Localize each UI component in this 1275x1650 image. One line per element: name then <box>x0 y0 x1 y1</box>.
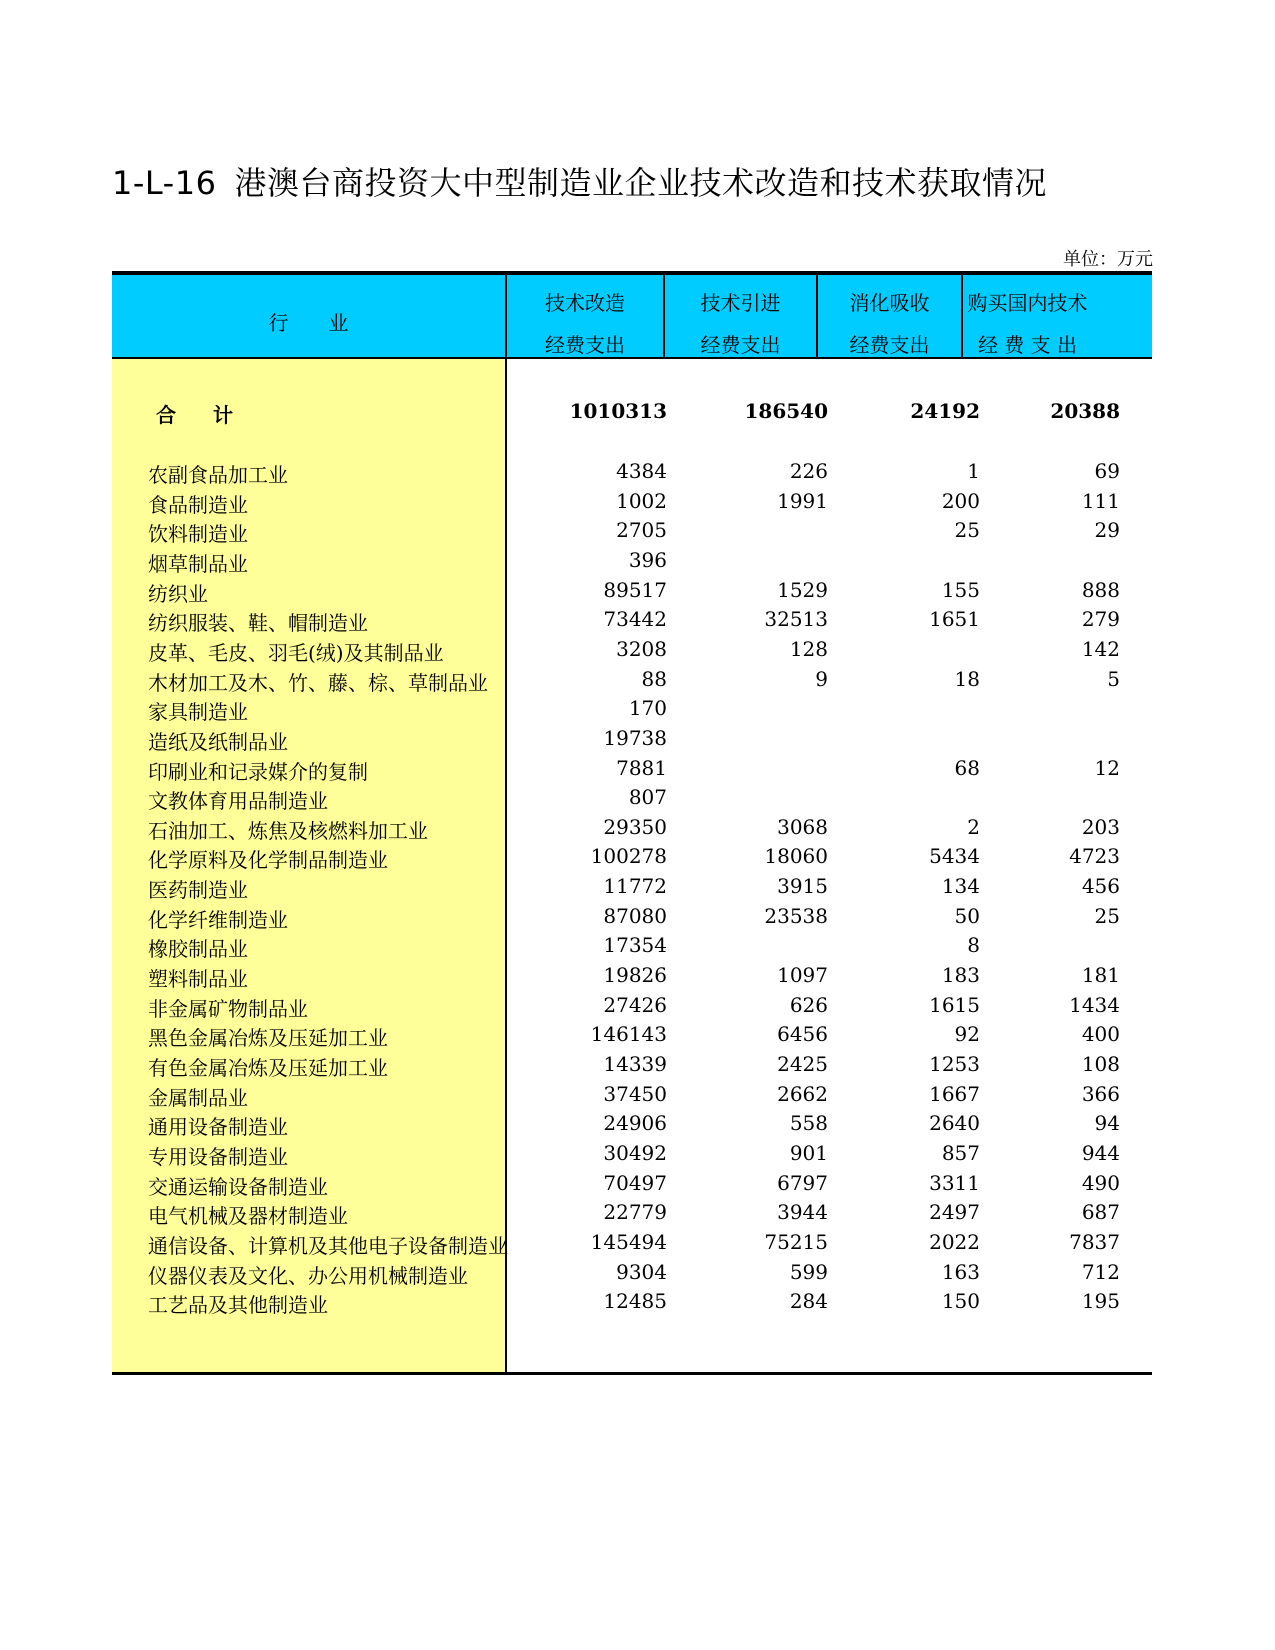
value-cell: 226 <box>789 459 828 483</box>
header-col-assimilation: 消化吸收 经费支出 <box>816 275 961 357</box>
value-cell: 89517 <box>603 578 667 602</box>
header-col-tech-import: 技术引进 经费支出 <box>663 275 816 357</box>
value-cell: 9 <box>815 667 828 691</box>
value-cell: 558 <box>789 1111 828 1135</box>
table-row <box>112 844 1152 875</box>
value-cell: 17354 <box>603 933 667 957</box>
value-cell: 456 <box>1081 874 1120 898</box>
value-cell: 1529 <box>777 578 828 602</box>
table-row <box>112 1111 1152 1142</box>
value-cell: 150 <box>941 1289 980 1313</box>
value-cell: 6797 <box>777 1171 828 1195</box>
value-cell: 807 <box>628 785 667 809</box>
table-code: 1-L-16 <box>112 164 217 202</box>
industry-name: 医药制造业 <box>148 878 248 902</box>
value-cell: 30492 <box>603 1141 667 1165</box>
industry-name: 通用设备制造业 <box>148 1115 288 1139</box>
industry-name: 文教体育用品制造业 <box>148 789 328 813</box>
value-cell: 37450 <box>603 1082 667 1106</box>
value-cell: 25 <box>1094 904 1120 928</box>
industry-name: 烟草制品业 <box>148 552 248 576</box>
industry-name: 黑色金属冶炼及压延加工业 <box>148 1026 388 1050</box>
value-cell: 626 <box>789 993 828 1017</box>
value-cell: 3068 <box>777 815 828 839</box>
table-row <box>112 815 1152 846</box>
industry-name: 有色金属冶炼及压延加工业 <box>148 1056 388 1080</box>
industry-name: 纺织业 <box>148 582 208 606</box>
value-cell: 396 <box>628 548 667 572</box>
value-cell: 75215 <box>764 1230 828 1254</box>
value-cell: 1010313 <box>569 399 667 423</box>
table-row <box>112 1141 1152 1172</box>
industry-name: 石油加工、炼焦及核燃料加工业 <box>148 819 428 843</box>
value-cell: 7881 <box>616 756 667 780</box>
value-cell: 145494 <box>590 1230 667 1254</box>
value-cell: 3311 <box>929 1171 980 1195</box>
value-cell: 181 <box>1081 963 1120 987</box>
table-row <box>112 667 1152 698</box>
value-cell: 70497 <box>603 1171 667 1195</box>
value-cell: 5434 <box>929 844 980 868</box>
table-header <box>112 271 1152 359</box>
value-cell: 2705 <box>616 518 667 542</box>
table-row <box>112 933 1152 964</box>
value-cell: 12485 <box>603 1289 667 1313</box>
value-cell: 1 <box>967 459 980 483</box>
value-cell: 29 <box>1094 518 1120 542</box>
value-cell: 108 <box>1081 1052 1120 1076</box>
value-cell: 94 <box>1094 1111 1120 1135</box>
value-cell: 183 <box>941 963 980 987</box>
table-row <box>112 459 1152 490</box>
industry-name: 化学纤维制造业 <box>148 908 288 932</box>
value-cell: 3944 <box>777 1200 828 1224</box>
value-cell: 4723 <box>1069 844 1120 868</box>
statistics-table <box>112 271 1152 1375</box>
value-cell: 6456 <box>777 1022 828 1046</box>
value-cell: 279 <box>1081 607 1120 631</box>
value-cell: 200 <box>941 489 980 513</box>
header-col-tech-renovation: 技术改造 经费支出 <box>505 275 663 357</box>
value-cell: 12 <box>1094 756 1120 780</box>
value-cell: 857 <box>941 1141 980 1165</box>
industry-name: 饮料制造业 <box>148 522 248 546</box>
value-cell: 50 <box>954 904 980 928</box>
industry-name: 木材加工及木、竹、藤、棕、草制品业 <box>148 671 488 695</box>
table-row <box>112 607 1152 638</box>
value-cell: 19738 <box>603 726 667 750</box>
table-row <box>112 578 1152 609</box>
table-row <box>112 756 1152 787</box>
value-cell: 32513 <box>764 607 828 631</box>
value-cell: 155 <box>941 578 980 602</box>
value-cell: 2662 <box>777 1082 828 1106</box>
value-cell: 20388 <box>1050 399 1120 423</box>
table-row <box>112 1289 1152 1320</box>
table-row <box>112 1260 1152 1291</box>
industry-name: 金属制品业 <box>148 1086 248 1110</box>
table-row <box>112 1171 1152 1202</box>
industry-name: 交通运输设备制造业 <box>148 1175 328 1199</box>
value-cell: 186540 <box>744 399 828 423</box>
value-cell: 5 <box>1107 667 1120 691</box>
value-cell: 9304 <box>616 1260 667 1284</box>
table-row <box>112 1082 1152 1113</box>
industry-name: 造纸及纸制品业 <box>148 730 288 754</box>
value-cell: 1434 <box>1069 993 1120 1017</box>
industry-name: 塑料制品业 <box>148 967 248 991</box>
value-cell: 2022 <box>929 1230 980 1254</box>
value-cell: 888 <box>1081 578 1120 602</box>
industry-name: 合 计 <box>156 403 233 427</box>
value-cell: 8 <box>967 933 980 957</box>
table-row <box>112 1200 1152 1231</box>
value-cell: 490 <box>1081 1171 1120 1195</box>
table-row <box>112 993 1152 1024</box>
value-cell: 24192 <box>910 399 980 423</box>
value-cell: 687 <box>1081 1200 1120 1224</box>
header-col-domestic-tech: 购买国内技术 经 费 支 出 <box>961 275 1092 357</box>
value-cell: 4384 <box>616 459 667 483</box>
value-cell: 11772 <box>603 874 667 898</box>
industry-name: 食品制造业 <box>148 493 248 517</box>
value-cell: 2425 <box>777 1052 828 1076</box>
industry-name: 纺织服装、鞋、帽制造业 <box>148 611 368 635</box>
industry-name: 印刷业和记录媒介的复制 <box>148 760 368 784</box>
industry-name: 家具制造业 <box>148 700 248 724</box>
industry-name: 通信设备、计算机及其他电子设备制造业 <box>148 1234 508 1258</box>
value-cell: 18060 <box>764 844 828 868</box>
value-cell: 1991 <box>777 489 828 513</box>
value-cell: 1651 <box>929 607 980 631</box>
value-cell: 7837 <box>1069 1230 1120 1254</box>
value-cell: 29350 <box>603 815 667 839</box>
table-row <box>112 1022 1152 1053</box>
table-row <box>112 963 1152 994</box>
value-cell: 2640 <box>929 1111 980 1135</box>
value-cell: 2 <box>967 815 980 839</box>
value-cell: 400 <box>1081 1022 1120 1046</box>
table-row <box>112 1052 1152 1083</box>
value-cell: 18 <box>954 667 980 691</box>
value-cell: 19826 <box>603 963 667 987</box>
value-cell: 14339 <box>603 1052 667 1076</box>
table-row <box>112 518 1152 549</box>
value-cell: 2497 <box>929 1200 980 1224</box>
value-cell: 284 <box>789 1289 828 1313</box>
table-title: 港澳台商投资大中型制造业企业技术改造和技术获取情况 <box>234 164 1047 202</box>
value-cell: 111 <box>1081 489 1120 513</box>
table-row <box>112 874 1152 905</box>
table-body <box>112 359 1152 1375</box>
value-cell: 1002 <box>616 489 667 513</box>
industry-name: 专用设备制造业 <box>148 1145 288 1169</box>
table-row <box>112 489 1152 520</box>
value-cell: 195 <box>1081 1289 1120 1313</box>
value-cell: 1667 <box>929 1082 980 1106</box>
value-cell: 27426 <box>603 993 667 1017</box>
table-row <box>112 785 1152 816</box>
value-cell: 128 <box>789 637 828 661</box>
value-cell: 73442 <box>603 607 667 631</box>
total-row <box>112 399 1152 430</box>
value-cell: 68 <box>954 756 980 780</box>
value-cell: 23538 <box>764 904 828 928</box>
industry-name: 橡胶制品业 <box>148 937 248 961</box>
header-industry: 行 业 <box>268 311 349 335</box>
value-cell: 1615 <box>929 993 980 1017</box>
industry-name: 仪器仪表及文化、办公用机械制造业 <box>148 1264 468 1288</box>
value-cell: 366 <box>1081 1082 1120 1106</box>
value-cell: 1097 <box>777 963 828 987</box>
value-cell: 25 <box>954 518 980 542</box>
value-cell: 134 <box>941 874 980 898</box>
value-cell: 146143 <box>590 1022 667 1046</box>
page-title <box>112 158 1047 204</box>
value-cell: 1253 <box>929 1052 980 1076</box>
value-cell: 100278 <box>590 844 667 868</box>
table-row <box>112 548 1152 579</box>
value-cell: 87080 <box>603 904 667 928</box>
value-cell: 92 <box>954 1022 980 1046</box>
value-cell: 901 <box>789 1141 828 1165</box>
table-row <box>112 904 1152 935</box>
value-cell: 24906 <box>603 1111 667 1135</box>
industry-name: 化学原料及化学制品制造业 <box>148 848 388 872</box>
value-cell: 599 <box>789 1260 828 1284</box>
value-cell: 88 <box>641 667 667 691</box>
value-cell: 69 <box>1094 459 1120 483</box>
table-row <box>112 726 1152 757</box>
unit-label: 单位：万元 <box>1063 249 1153 270</box>
table-row <box>112 696 1152 727</box>
industry-name: 皮革、毛皮、羽毛(绒)及其制品业 <box>148 641 444 665</box>
value-cell: 203 <box>1081 815 1120 839</box>
industry-name: 非金属矿物制品业 <box>148 997 308 1021</box>
value-cell: 3208 <box>616 637 667 661</box>
value-cell: 22779 <box>603 1200 667 1224</box>
table-row <box>112 637 1152 668</box>
industry-name: 工艺品及其他制造业 <box>148 1293 328 1317</box>
value-cell: 142 <box>1081 637 1120 661</box>
value-cell: 170 <box>628 696 667 720</box>
value-cell: 163 <box>941 1260 980 1284</box>
industry-name: 电气机械及器材制造业 <box>148 1204 348 1228</box>
value-cell: 944 <box>1081 1141 1120 1165</box>
value-cell: 712 <box>1081 1260 1120 1284</box>
industry-name: 农副食品加工业 <box>148 463 288 487</box>
value-cell: 3915 <box>777 874 828 898</box>
table-row <box>112 1230 1152 1261</box>
